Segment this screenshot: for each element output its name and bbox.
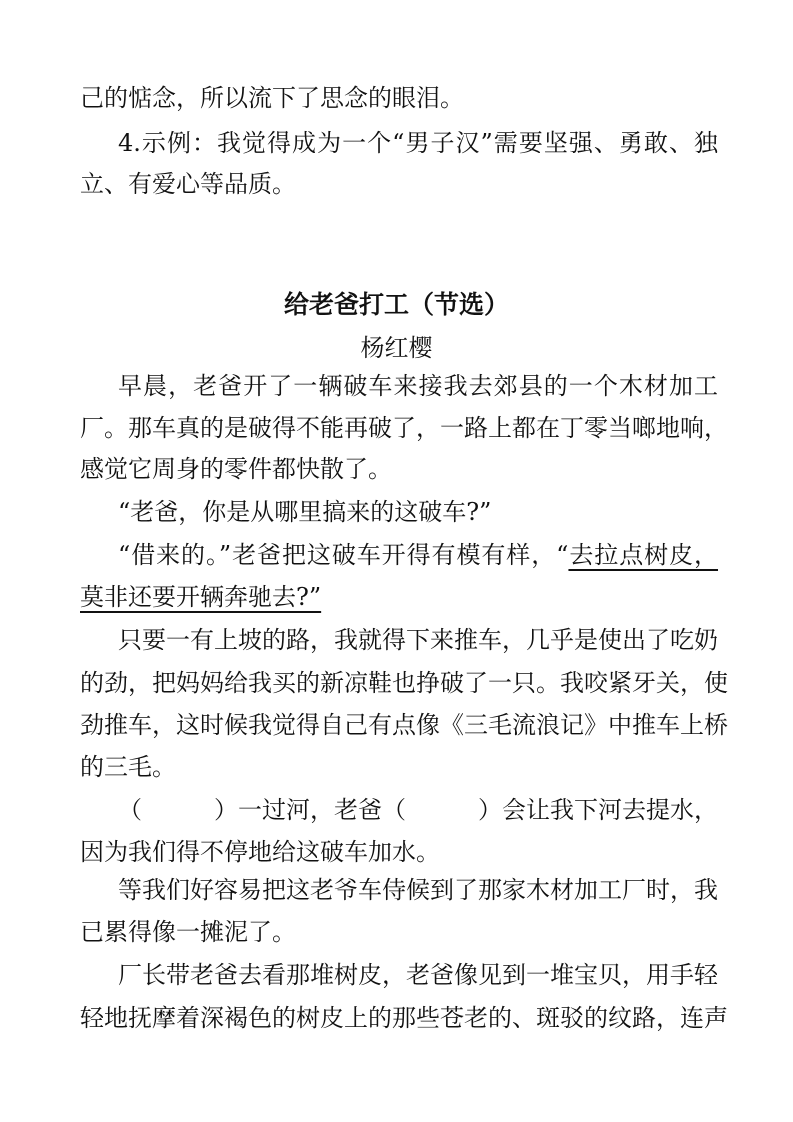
paragraph-line: 只要一有上坡的路，我就得下来推车，几乎是使出了吃奶 <box>118 626 718 654</box>
paragraph-line <box>80 577 321 617</box>
paragraph-line: 厂长带老爸去看那堆树皮，老爸像见到一堆宝贝，用手轻 <box>118 961 718 989</box>
paragraph-line: 轻地抚摩着深褐色的树皮上的那些苍老的、斑驳的纹路，连声 <box>80 1004 728 1032</box>
answer-item-4-line-1: 4.示例：我觉得成为一个“男子汉”需要坚强、勇敢、独 <box>118 129 718 157</box>
paragraph-line <box>118 535 718 575</box>
paragraph-line: “老爸，你是从哪里搞来的这破车?” <box>118 498 492 526</box>
paragraph-line: 厂。那车真的是破得不能再破了，一路上都在丁零当啷地响， <box>80 414 728 442</box>
article-author: 杨红樱 <box>360 334 433 362</box>
article-title: 给老爸打工（节选） <box>283 290 509 319</box>
answer-line-1: 己的惦念，所以流下了思念的眼泪。 <box>80 84 464 112</box>
underlined-sentence: 去拉点树皮， <box>568 541 719 569</box>
plain-text: “借来的。”老爸把这破车开得有模有样，“ <box>118 541 569 569</box>
paragraph-line: 感觉它周身的零件都快散了。 <box>80 455 392 483</box>
paragraph-line: 劲推车，这时候我觉得自己有点像《三毛流浪记》中推车上桥 <box>80 711 728 739</box>
paragraph-line: 等我们好容易把这老爷车侍候到了那家木材加工厂时，我 <box>118 876 718 904</box>
paragraph-line: 的劲，把妈妈给我买的新凉鞋也挣破了一只。我咬紧牙关，使 <box>80 669 728 697</box>
paragraph-line: 已累得像一摊泥了。 <box>80 918 296 946</box>
answer-item-4-line-2: 立、有爱心等品质。 <box>80 170 296 198</box>
paragraph-line: 的三毛。 <box>80 753 176 781</box>
paragraph-line: 因为我们得不停地给这破车加水。 <box>80 838 440 866</box>
fill-in-blank-line: （ ）一过河，老爸（ ）会让我下河去提水， <box>118 796 718 824</box>
underlined-sentence: 莫非还要开辆奔驰去?” <box>80 583 322 611</box>
paragraph-line: 早晨，老爸开了一辆破车来接我去郊县的一个木材加工 <box>118 372 718 400</box>
